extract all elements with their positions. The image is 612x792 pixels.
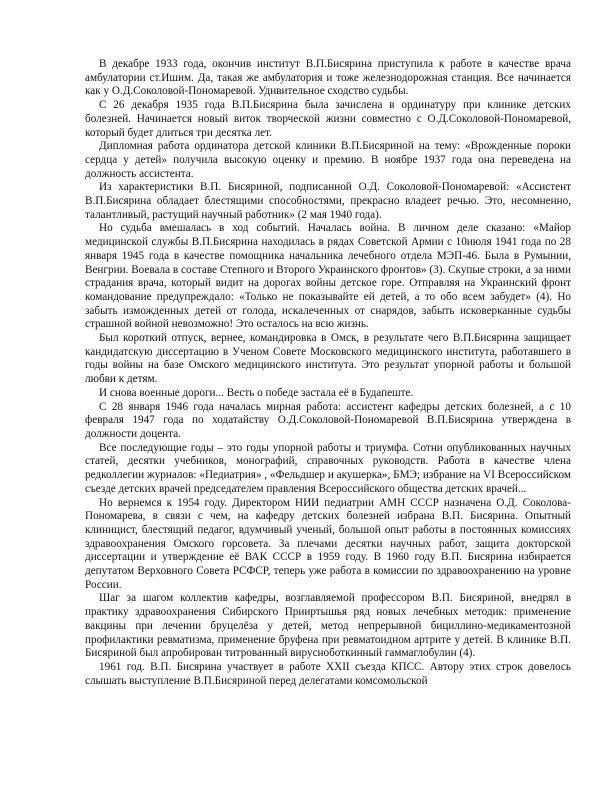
paragraph-7: И снова военные дороги... Весть о победе застала её в Будапеште.	[99, 386, 414, 399]
paragraph-3: Дипломная работа ординатора детской клиники В.П.Бисяриной на тему: «Врожденные пороки сердца у детей» получила высокую оценку и премию. В ноябре 1937 года она переведена на должность ассистента.	[85, 140, 571, 180]
paragraph-12: 1961 год. В.П. Бисярина участвует в работе XXII съезда КПСС. Автору этих строк довелось слышать выступление В.П.Бисяриной перед делегатами комсомольской	[85, 660, 571, 687]
paragraph-5: Но судьба вмешалась в ход событий. Началась война. В личном деле сказано: «Майор медицинской службы В.П.Бисярина находилась в рядах Советской Армии с 10июля 1941 года по 28 января 1945 года в качестве помощника начальника лечебного отдела МЭП-46. Была в Румынии, Венгрии. Воевала в составе Степного и Второго Украинского фронтов» (3). Скупые строки, а за ними страдания врача, который видит на дорогах войны детское горе. Отправляя на Украинский фронт командование предупреждало: «Только не показывайте ей детей, а то обо всем забудет» (4). Но забыть изможденных детей от голода, искалеченных от снарядов, забыть исковерканные судьбы страшной войной невозможно! Это осталось на всю жизнь.	[85, 222, 571, 331]
paragraph-6: Был короткий отпуск, вернее, командировка в Омск, в результате чего В.П.Бисярина защищает кандидатскую диссертацию в Ученом Совете Московского медицинского института, работавшего в годы войны на базе Омского медицинского института. Это результат упорной работы и большой любви к детям.	[85, 332, 571, 386]
paragraph-1: В декабре 1933 года, окончив институт В.П.Бисярина приступила к работе в качестве врача амбулатории ст.Ишим. Да, такая же амбулатория и тоже железнодорожная станция. Все начинается как у О.Д.Соколовой-Пономаревой. Удивительное сходство судьбы.	[85, 58, 571, 98]
paragraph-10: Но вернемся к 1954 году. Директором НИИ педиатрии АМН СССР назначена О.Д. Соколова-Пономарева, в связи с чем, на кафедру детских болезней избрана В.П. Бисярина. Опытный клиницист, блестящий педагог, вдумчивый ученый, большой опыт работы в постоянных комиссиях здравоохранения Омского горсовета. За плечами десятки научных работ, защита докторской диссертации и утверждение её ВАК СССР в 1959 году. В 1960 году В.П. Бисярина избирается депутатом Верховного Совета РСФСР, теперь уже работа в комиссии по здравоохранению на уровне России.	[85, 496, 571, 591]
paragraph-8: С 28 января 1946 года началась мирная работа: ассистент кафедры детских болезней, а с 10 февраля 1947 года по ходатайству О.Д.Соколовой-Пономаревой В.П.Бисярина утверждена в должности доцента.	[85, 400, 571, 440]
paragraph-9: Все последующие годы – это годы упорной работы и триумфа. Сотни опубликованных научных статей, десятки учебников, монографий, справочных руководств. Работа в качестве члена редколлегии журналов: «Педиатрия» , «Фельдшер и акушерка», БМЭ; избрание на VI Всероссийском съезде детских врачей председателем правления Всероссийского общества детских врачей...	[85, 441, 571, 495]
paragraph-11: Шаг за шагом коллектив кафедры, возглавляемой профессором В.П. Бисяриной, внедрял в практику здравоохранения Сибирского Прииртышья ряд новых лечебных методик: применение вакцины при лечении бруцелёза у детей, метод непрерывной бициллино-медикаментозной профилактики ревматизма, применение бруфена при ревматоидном артрите у детей. В клинике В.П. Бисяриной был апробирован титрованный вирусноботкинный гаммаглобулин (4).	[85, 592, 571, 660]
paragraph-4: Из характеристики В.П. Бисяриной, подписанной О.Д. Соколовой-Пономаревой: «Ассистент В.П.Бисярина обладает блестящими способностями, прекрасно владеет речью. Это, несомненно, талантливый, растущий научный работник» (2 мая 1940 года).	[85, 181, 571, 221]
paragraph-2: С 26 декабря 1935 года В.П.Бисярина была зачислена в ординатуру при клинике детских болезней. Начинается новый виток творческой жизни совместно с О.Д.Соколовой-Пономаревой, который будет длиться три десятка лет.	[85, 99, 571, 139]
document-page	[85, 58, 571, 688]
